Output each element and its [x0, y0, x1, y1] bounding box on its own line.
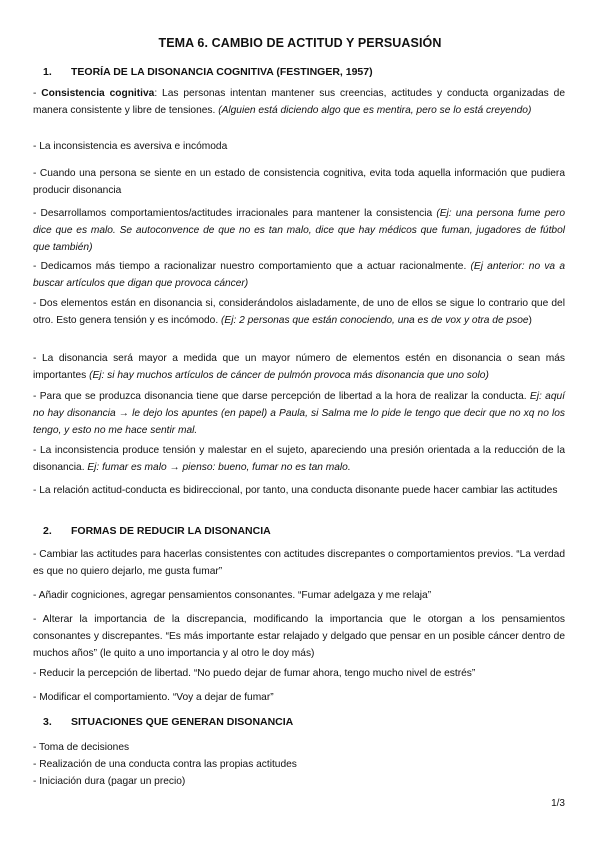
page-number: 1/3 [551, 798, 565, 809]
example-text: (Alguien está diciendo algo que es mentira, pero se lo está creyendo) [218, 104, 532, 116]
example-text: Ej: aquí no hay disonancia → le dejo los apuntes (en papel) a Paula, si Salma me lo pide le tengo que decir que no xq no los tengo, y esto no me hace sentir mal. [33, 391, 565, 436]
example-text: (Ej: 2 personas que están conociendo, una es de vox y otra de psoe [221, 314, 529, 326]
paragraph: - Reducir la percepción de libertad. “No puedo dejar de fumar ahora, tengo mucho nivel de estrés” [33, 668, 476, 679]
section-1-heading [43, 66, 373, 78]
paragraph: - Modificar el comportamiento. “Voy a dejar de fumar” [33, 692, 274, 703]
paragraph: - Alterar la importancia de la discrepancia, modificando la importancia que le otorgan a los pensamientos consonantes y discrepantes. “Es más importante estar relajado y delgado que pensar en un posible cáncer dentro de muchos años” (le quito a uno importancia y al otro le doy más) [33, 614, 565, 659]
list-item: - Realización de una conducta contra las propias actitudes [33, 758, 297, 770]
paragraph: - Cuando una persona se siente en un estado de consistencia cognitiva, evita toda aquella información que pudiera producir disonancia [33, 168, 565, 196]
paragraph: - Cambiar las actitudes para hacerlas consistentes con actitudes discrepantes o comportamientos previos. “La verdad es que no quiero dejarlo, me gusta fumar” [33, 549, 565, 577]
example-text: (Ej: si hay muchos artículos de cáncer de pulmón provoca más disonancia que uno solo) [89, 369, 489, 381]
example-text: (Ej anterior: no va a buscar artículos que digan que provoca cáncer) [33, 261, 565, 289]
paragraph: - Desarrollamos comportamientos/actitudes irracionales para mantener la consistencia (Ej: una persona fume pero dice que es malo. Se autoconvence de que no es tan malo, dice que hay médicos que fuman, jugadores de fútbol que también) [33, 208, 565, 253]
section-2-heading [43, 525, 271, 537]
paragraph: - Dedicamos más tiempo a racionalizar nuestro comportamiento que a actuar racionalmente. (Ej anterior: no va a buscar artículos que digan que provoca cáncer) [33, 261, 565, 289]
paragraph: - La inconsistencia produce tensión y malestar en el sujeto, apareciendo una presión orientada a la reducción de la disonancia. Ej: fumar es malo → pienso: bueno, fumar no es tan malo. [33, 445, 565, 473]
paragraph: - La relación actitud-conducta es bidireccional, por tanto, una conducta disonante puede hacer cambiar las actitudes [33, 485, 558, 496]
section-title: TEORÍA DE LA DISONANCIA COGNITIVA (FESTINGER, 1957) [71, 66, 373, 78]
term-bold: Consistencia cognitiva [41, 88, 155, 99]
section-number: 3. [43, 716, 52, 728]
section-3-heading [43, 716, 293, 728]
paragraph-consistencia: - Consistencia cognitiva: Las personas intentan mantener sus creencias, actitudes y conducta organizadas de manera consistente y libre de tensiones. (Alguien está diciendo algo que es mentira, pero se lo está creyendo) [33, 88, 565, 116]
example-text: Ej: fumar es malo → pienso: bueno, fumar no es tan malo. [87, 461, 351, 473]
paragraph: - Añadir cogniciones, agregar pensamientos consonantes. “Fumar adelgaza y me relaja” [33, 590, 432, 601]
section-title: SITUACIONES QUE GENERAN DISONANCIA [71, 716, 294, 728]
paragraph: - La inconsistencia es aversiva e incómoda [33, 141, 228, 152]
paragraph: - La disonancia será mayor a medida que un mayor número de elementos estén en disonancia o sean más importantes (Ej: si hay muchos artículos de cáncer de pulmón provoca más disonancia que uno solo) [33, 353, 565, 381]
list-item: - Toma de decisiones [33, 742, 130, 753]
list-item: - Iniciación dura (pagar un precio) [33, 775, 186, 787]
situations-list [33, 740, 565, 790]
section-title: FORMAS DE REDUCIR LA DISONANCIA [71, 525, 271, 537]
section-number: 1. [43, 66, 52, 78]
example-text: (Ej: una persona fume pero dice que es malo. Se autoconvence de que no es tan malo, dice que hay médicos que fuman, jugadores de fútbol que también) [33, 208, 565, 253]
paragraph: - Dos elementos están en disonancia si, considerándolos aisladamente, de uno de ellos se sigue lo contrario que del otro. Esto genera tensión y es incómodo. (Ej: 2 personas que están conociendo, una es de vox y otra de psoe) [33, 298, 565, 326]
paragraph: - Para que se produzca disonancia tiene que darse percepción de libertad a la hora de realizar la conducta. Ej: aquí no hay disonancia → le dejo los apuntes (en papel) a Paula, si Salma me lo pide le tengo que decir que no xq no los tengo, y esto no me hace sentir mal. [33, 391, 565, 436]
page-title: TEMA 6. CAMBIO DE ACTITUD Y PERSUASIÓN [158, 36, 442, 50]
section-number: 2. [43, 525, 52, 537]
